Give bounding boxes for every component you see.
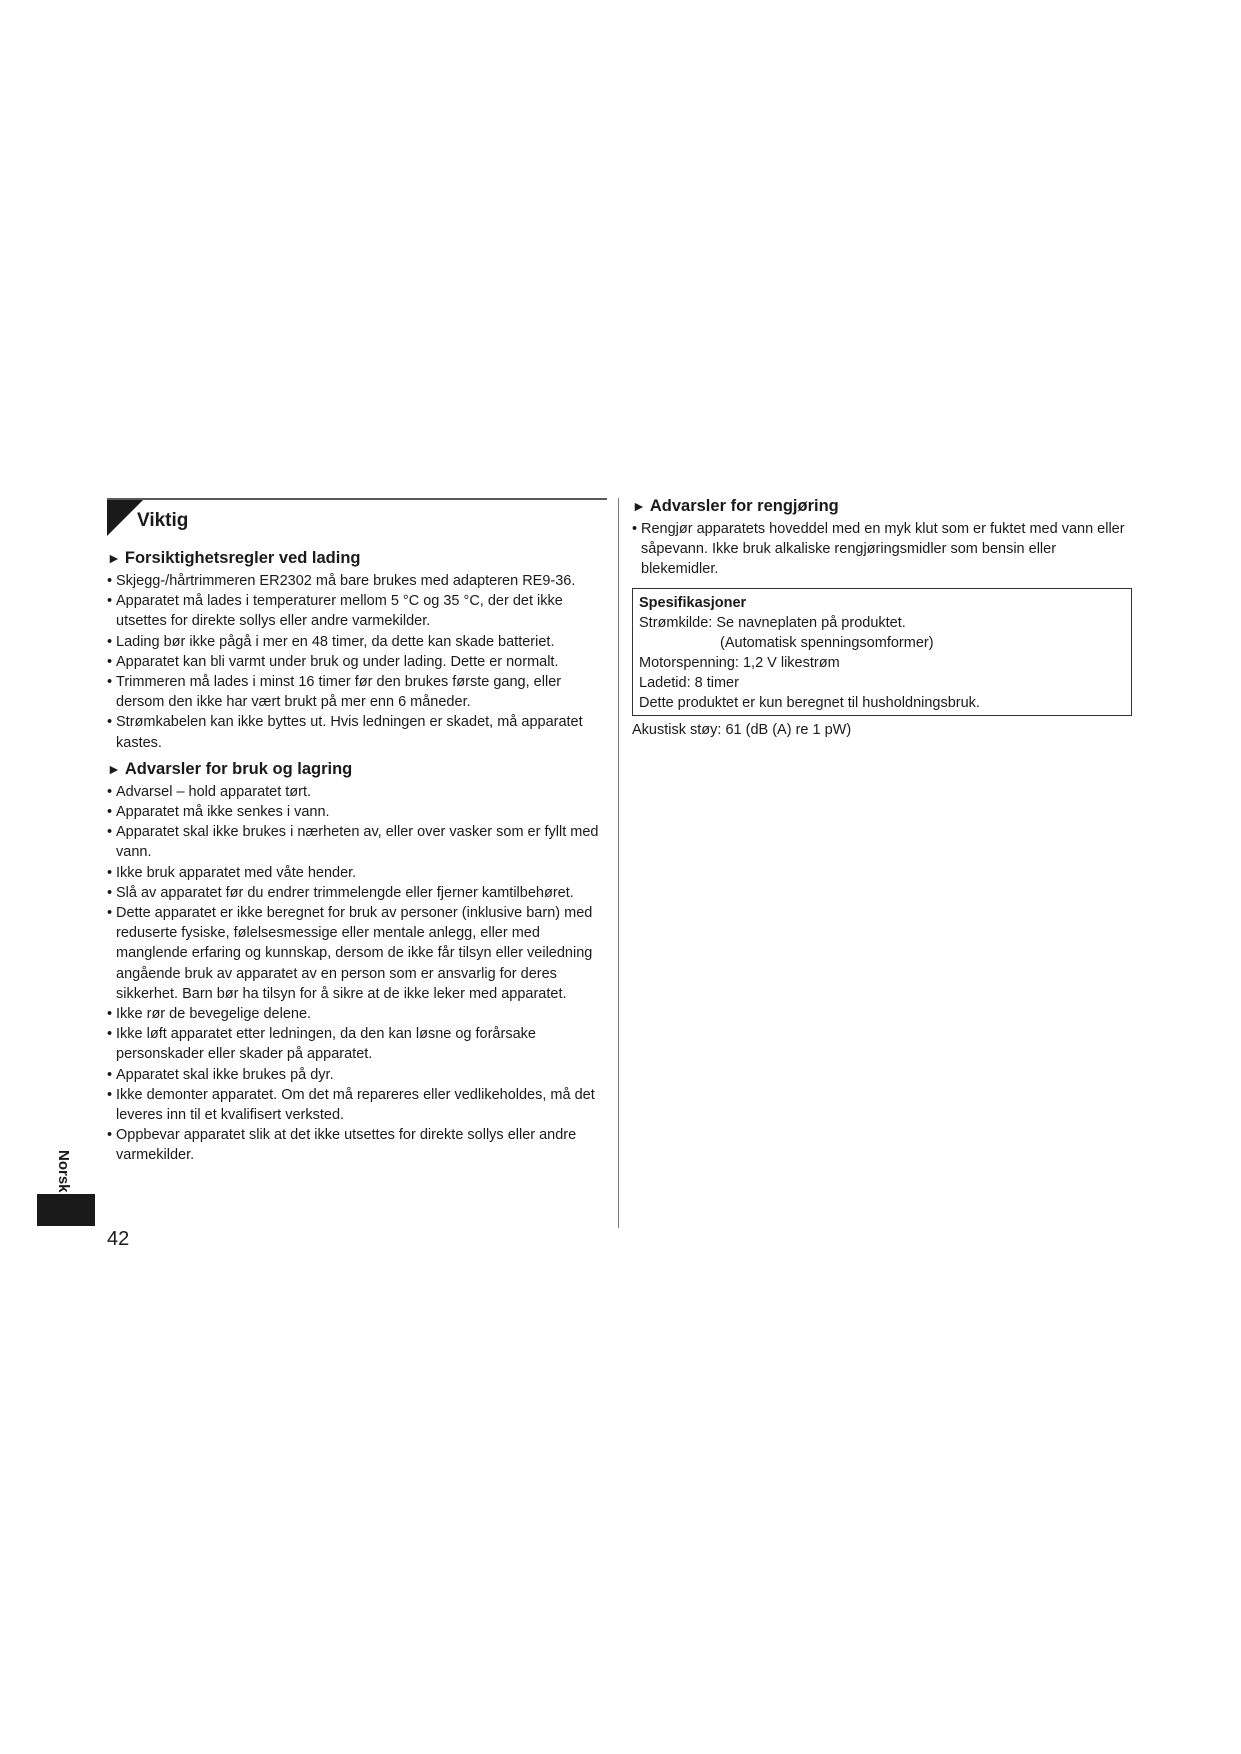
spec-charge-time: Ladetid: 8 timer [639, 674, 739, 691]
arrow-right-icon: ► [107, 760, 121, 777]
list-item: • Oppbevar apparatet slik at det ikke utsettes for direkte sollys eller andre varmekilder. [107, 1125, 607, 1165]
left-column [107, 498, 607, 1166]
list-item: • Slå av apparatet før du endrer trimmelengde eller fjerner kamtilbehøret. [107, 883, 607, 903]
list-item: • Ikke rør de bevegelige delene. [107, 1004, 607, 1024]
list-item: • Apparatet kan bli varmt under bruk og under lading. Dette er normalt. [107, 652, 607, 672]
list-item: • Ikke demonter apparatet. Om det må repareres eller vedlikeholdes, må det leveres inn til et kvalifisert verksted. [107, 1085, 607, 1125]
list-item: • Apparatet skal ikke brukes i nærheten av, eller over vasker som er fyllt med vann. [107, 822, 607, 862]
list-item: • Strømkabelen kan ikke byttes ut. Hvis ledningen er skadet, må apparatet kastes. [107, 712, 607, 752]
list-item: • Ikke bruk apparatet med våte hender. [107, 863, 607, 883]
column-divider [618, 498, 619, 1228]
arrow-right-icon: ► [632, 498, 646, 514]
acoustic-noise: Akustisk støy: 61 (dB (A) re 1 pW) [632, 721, 852, 738]
section-charging [107, 548, 607, 753]
spec-power-source: Strømkilde: Se navneplaten på produktet. [639, 614, 906, 631]
bullet-list [107, 782, 607, 1166]
page-number: 42 [107, 1228, 130, 1250]
right-column [632, 496, 1132, 740]
bullet-list [632, 519, 1132, 580]
viktig-header [107, 498, 607, 542]
language-tab-label: Norsk [55, 1150, 72, 1193]
section-use-storage [107, 759, 607, 1166]
list-item: • Advarsel – hold apparatet tørt. [107, 782, 607, 802]
list-item: • Apparatet skal ikke brukes på dyr. [107, 1065, 607, 1085]
specifications-title: Spesifikasjoner [639, 594, 747, 611]
section-cleaning [632, 496, 1132, 580]
list-item: • Skjegg-/hårtrimmeren ER2302 må bare brukes med adapteren RE9-36. [107, 571, 607, 591]
section-heading: ► Forsiktighetsregler ved lading [107, 549, 361, 567]
list-item: • Apparatet må ikke senkes i vann. [107, 802, 607, 822]
list-item: • Ikke løft apparatet etter ledningen, da den kan løsne og forårsake personskader eller skader på apparatet. [107, 1024, 607, 1064]
viktig-title: Viktig [137, 510, 189, 531]
language-tab-block [37, 1194, 95, 1226]
list-item: • Dette apparatet er ikke beregnet for bruk av personer (inklusive barn) med reduserte fysiske, følelsesmessige eller mentale anlegg, eller med manglende erfaring og kunnskap, dersom de ikke får tilsyn eller veiledning angående bruk av apparatet av en person som er ansvarlig for deres sikkerhet. Barn bør ha tilsyn for å sikre at de ikke leker med apparatet. [107, 903, 607, 1004]
list-item: • Apparatet må lades i temperaturer mellom 5 °C og 35 °C, der det ikke utsettes for direkte sollys eller andre varmekilder. [107, 591, 607, 631]
list-item: • Trimmeren må lades i minst 16 timer før den brukes første gang, eller dersom den ikke har vært brukt på mer enn 6 måneder. [107, 672, 607, 712]
arrow-right-icon: ► [107, 550, 121, 566]
specifications-box [632, 588, 1132, 716]
section-heading: ► Advarsler for bruk og lagring [107, 759, 353, 778]
section-heading: ► Advarsler for rengjøring [632, 497, 839, 515]
spec-household: Dette produktet er kun beregnet til husholdningsbruk. [639, 694, 980, 711]
list-item: • Rengjør apparatets hoveddel med en myk klut som er fuktet med vann eller såpevann. Ikke bruk alkaliske rengjøringsmidler som bensin eller blekemidler. [632, 519, 1132, 580]
list-item: • Lading bør ikke pågå i mer en 48 timer, da dette kan skade batteriet. [107, 632, 607, 652]
spec-motor-voltage: Motorspenning: 1,2 V likestrøm [639, 654, 840, 671]
bullet-list [107, 571, 607, 753]
spec-power-source-note: (Automatisk spenningsomformer) [720, 634, 934, 651]
